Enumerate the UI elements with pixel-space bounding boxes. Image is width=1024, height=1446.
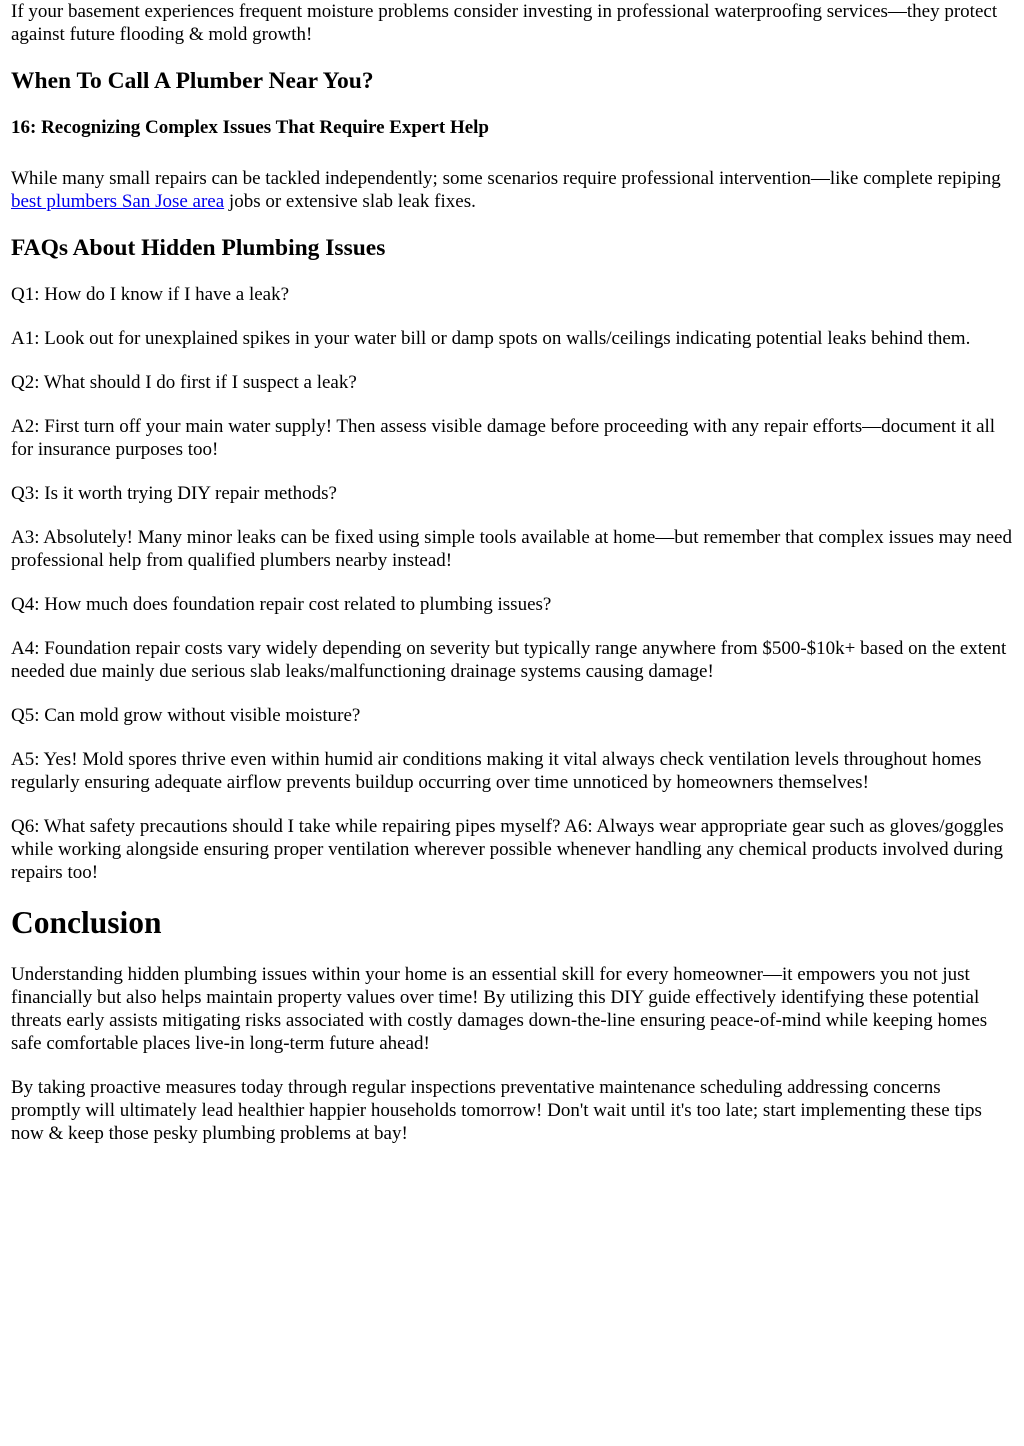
intro-paragraph: If your basement experiences frequent moisture problems consider investing in professional waterproofing services—they protect against future flooding & mold growth! [11,1,998,45]
paragraph-text-before-link: While many small repairs can be tackled independently; some scenarios require professional intervention—like complete repiping [11,168,1001,189]
faq-heading: FAQs About Hidden Plumbing Issues [11,235,386,261]
faq-answer: A1: Look out for unexplained spikes in your water bill or damp spots on walls/ceilings indicating potential leaks behind them. [11,328,971,349]
faq-answer: A5: Yes! Mold spores thrive even within humid air conditions making it vital always check ventilation levels throughout homes regularly ensuring adequate airflow prevents buildup occurring over time unnoticed by homeowners themselves! [11,749,982,793]
complex-issues-paragraph [11,167,1014,213]
conclusion-paragraph: By taking proactive measures today through regular inspections preventative maintenance scheduling addressing concerns promptly will ultimately lead healthier happier households tomorrow! Don't wait until it's too late; start implementing these tips now & keep those pesky plumbing problems at bay! [11,1077,982,1144]
faq-answer: A2: First turn off your main water supply! Then assess visible damage before proceeding with any repair efforts—document it all for insurance purposes too! [11,416,996,460]
conclusion-heading: Conclusion [11,905,162,940]
conclusion-paragraph: Understanding hidden plumbing issues within your home is an essential skill for every homeowner—it empowers you not just financially but also helps maintain property values over time! By utilizing this DIY guide effectively identifying these potential threats early assists mitigating risks associated with costly damages down-the-line ensuring peace-of-mind while keeping homes safe comfortable places live-in long-term future ahead! [11,964,988,1054]
complex-issues-subheading: 16: Recognizing Complex Issues That Require Expert Help [11,117,489,138]
faq-question: Q4: How much does foundation repair cost related to plumbing issues? [11,594,552,615]
best-plumbers-link[interactable]: best plumbers San Jose area [11,191,225,212]
faq-question: Q1: How do I know if I have a leak? [11,284,290,305]
faq-question: Q3: Is it worth trying DIY repair methods? [11,483,337,504]
faq-answer: A4: Foundation repair costs vary widely depending on severity but typically range anywhere from $500-$10k+ based on the extent needed due mainly due serious slab leaks/malfunctioning drainage systems causing damage! [11,638,1007,682]
faq-question: Q2: What should I do first if I suspect a leak? [11,372,357,393]
faq-question-and-answer: Q6: What safety precautions should I take while repairing pipes myself? A6: Always wear appropriate gear such as gloves/goggles while working alongside ensuring proper ventilation wherever possible whenever handling any chemical products involved during repairs too! [11,816,1004,883]
faq-answer: A3: Absolutely! Many minor leaks can be fixed using simple tools available at home—but remember that complex issues may need professional help from qualified plumbers nearby instead! [11,527,1012,571]
plumber-heading: When To Call A Plumber Near You? [11,68,374,94]
faq-question: Q5: Can mold grow without visible moisture? [11,705,361,726]
paragraph-text-after-link: jobs or extensive slab leak fixes. [224,191,476,212]
